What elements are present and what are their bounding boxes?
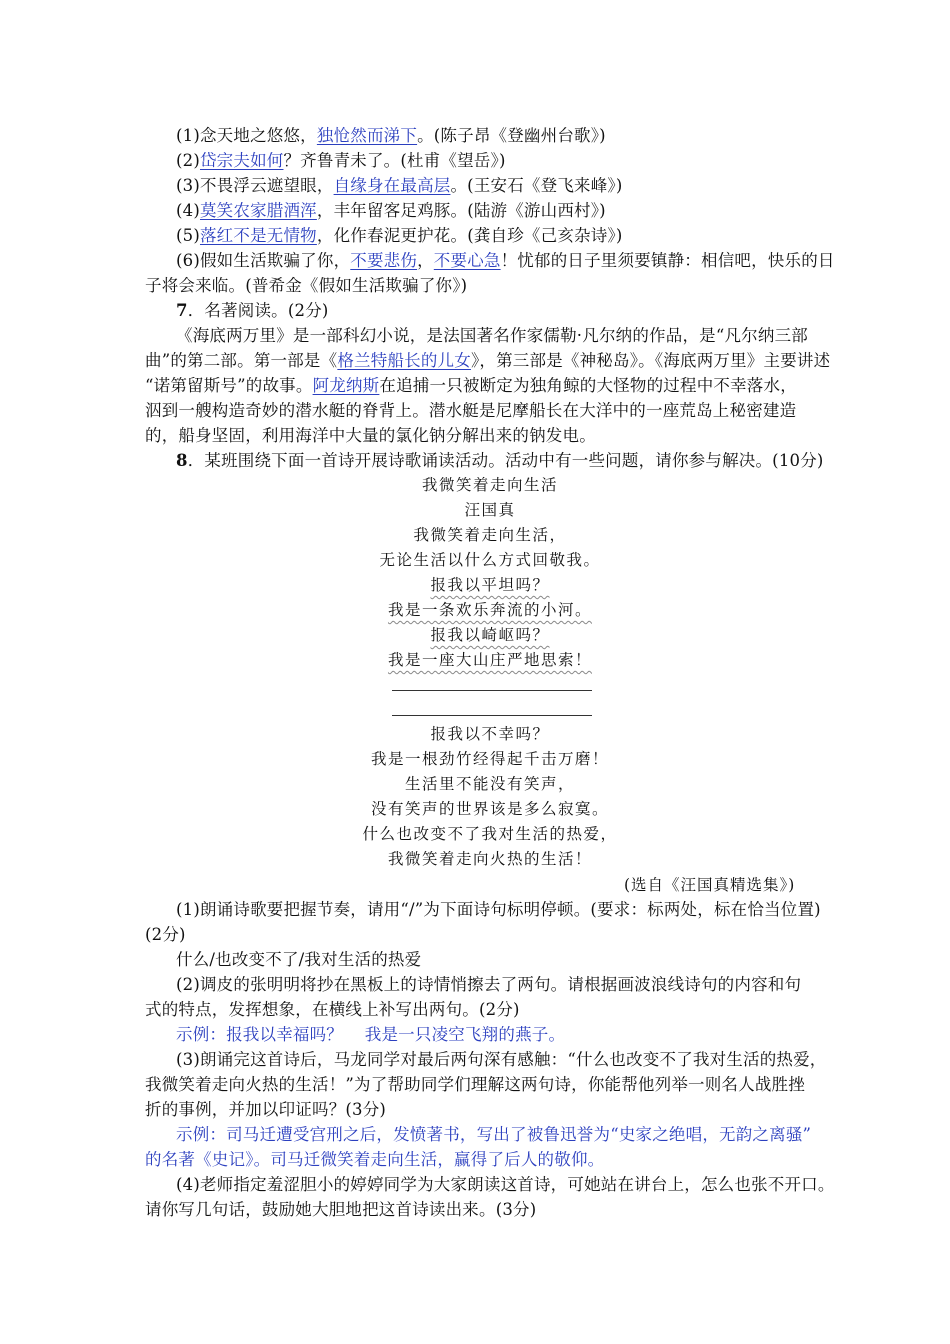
answer-fill: 岱宗夫如何: [199, 151, 284, 170]
q6-item-2: [176, 149, 506, 173]
question-number: 7: [176, 301, 188, 320]
poem-line: 什么也改变不了我对生活的热爱，: [362, 825, 618, 843]
poem-author: 汪国真: [464, 501, 516, 519]
q6-item-5: [176, 224, 623, 248]
subquestion-1-text: (1)朗诵诗歌要把握节奏，请用“/”为下面诗句标明停顿。(要求：标两处，标在恰当位置): [176, 900, 821, 919]
poem-line: 生活里不能没有笑声，: [404, 775, 575, 793]
subquestion-2-text: 式的特点，发挥想象，在横线上补写出两句。(2分): [145, 1000, 520, 1019]
poem-line: 无论生活以什么方式回敬我。: [379, 551, 601, 569]
q7-text-line: 《海底两万里》是一部科幻小说，是法国著名作家儒勒·凡尔纳的作品，是“凡尔纳三部: [176, 326, 808, 345]
wavy-text: 报我以平坦吗？: [430, 576, 550, 594]
answer-fill: 自缘身在最高层: [333, 176, 451, 195]
subquestion-3-text: 折的事例，并加以印证吗？(3分): [145, 1100, 387, 1119]
item-suffix: 。(陈子昂《登幽州台歌》): [417, 126, 606, 145]
q6-item-4: [176, 199, 606, 223]
item-suffix: 。(王安石《登飞来峰》): [450, 176, 623, 195]
item-prefix: (1)念天地之悠悠，: [176, 126, 317, 145]
poem-line-wavy: [0, 624, 950, 646]
poem-title: 我微笑着走向生活: [421, 476, 558, 494]
poem-line: 我微笑着走向生活，: [413, 526, 567, 544]
answer-fill: 阿龙纳斯: [312, 376, 380, 395]
subquestion-3-answer: 的名著《史记》。司马迁微笑着走向生活，赢得了后人的敬仰。: [145, 1150, 605, 1169]
q6-item-6-continued: 子将会来临。(普希金《假如生活欺骗了你》): [145, 276, 468, 295]
wavy-text: 我是一座大山庄严地思索！: [387, 651, 592, 669]
text-prefix: “诺第留斯号”的故事。: [145, 376, 313, 395]
text-suffix: 在追捕一只被断定为独角鲸的大怪物的过程中不幸落水，: [379, 376, 797, 395]
poem-source: (选自《汪国真精选集》): [624, 876, 796, 894]
q7-text-line: 泅到一艘构造奇妙的潜水艇的脊背上。潜水艇是尼摩船长在大洋中的一座荒岛上秘密建造: [145, 401, 797, 420]
poem-line: 我是一根劲竹经得起千击万磨！: [370, 750, 609, 768]
question-title: ．名著阅读。(2分): [187, 301, 329, 320]
item-mid: ，: [417, 251, 434, 270]
q7-text-line: 的，船身坚固，利用海洋中大量的氯化钠分解出来的钠发电。: [145, 426, 596, 445]
answer-fill: 格兰特船长的儿女: [337, 351, 471, 370]
poem-line-wavy: [0, 574, 950, 596]
blank-answer-line[interactable]: [392, 715, 592, 716]
blank-answer-line[interactable]: [392, 690, 592, 691]
subquestion-2-text: (2)调皮的张明明将抄在黑板上的诗情悄擦去了两句。请根据画波浪线诗句的内容和句: [176, 975, 802, 994]
answer-fill: 不要心急: [433, 251, 501, 270]
answer-fill: 独怆然而涕下: [316, 126, 418, 145]
poem-line: 我微笑着走向火热的生活！: [387, 850, 592, 868]
wavy-text: 我是一条欢乐奔流的小河。: [387, 601, 592, 619]
q7-text-line: [145, 349, 830, 373]
item-suffix: ？齐鲁青未了。(杜甫《望岳》): [283, 151, 506, 170]
q6-item-6: [176, 249, 835, 273]
subquestion-1-points: (2分): [145, 925, 186, 944]
subquestion-3-answer: 示例：司马迁遭受宫刑之后，发愤著书，写出了被鲁迅誉为“史家之绝唱，无韵之离骚”: [176, 1125, 812, 1144]
question-number: 8: [176, 451, 188, 470]
item-suffix: ！忧郁的日子里须要镇静：相信吧，快乐的日: [500, 251, 835, 270]
q6-item-1: [176, 124, 606, 148]
subquestion-3-text: 我微笑着走向火热的生活！”为了帮助同学们理解这两句诗，你能帮他列举一则名人战胜挫: [145, 1075, 805, 1094]
wavy-text: 报我以崎岖吗？: [430, 626, 550, 644]
poem-line-wavy: [0, 599, 950, 621]
answer-fill: 莫笑农家腊酒浑: [199, 201, 317, 220]
poem-line: 没有笑声的世界该是多么寂寞。: [370, 800, 609, 818]
answer-fill: 不要悲伤: [350, 251, 418, 270]
q7-text-line: [145, 374, 797, 398]
q7-heading: [176, 299, 329, 323]
subquestion-1-answer: 什么/也改变不了/我对生活的热爱: [176, 950, 422, 969]
item-prefix: (5): [176, 226, 200, 245]
question-title: ．某班围绕下面一首诗开展诗歌诵读活动。活动中有一些问题，请你参与解决。(10分): [187, 451, 824, 470]
subquestion-4-text: 请你写几句话，鼓励她大胆地把这首诗读出来。(3分): [145, 1200, 537, 1219]
q8-heading: [176, 449, 824, 473]
q6-item-3: [176, 174, 623, 198]
item-prefix: (3)不畏浮云遮望眼，: [176, 176, 334, 195]
item-suffix: ，丰年留客足鸡豚。(陆游《游山西村》): [316, 201, 606, 220]
item-prefix: (2): [176, 151, 200, 170]
subquestion-4-text: (4)老师指定羞涩胆小的婷婷同学为大家朗读这首诗，可她站在讲台上，怎么也张不开口。: [176, 1175, 835, 1194]
poem-line-wavy: [0, 649, 950, 671]
subquestion-2-answer: 示例：报我以幸福吗？ 我是一只凌空飞翔的燕子。: [176, 1025, 566, 1044]
item-suffix: ，化作春泥更护花。(龚自珍《己亥杂诗》): [316, 226, 623, 245]
text-suffix: 》，第三部是《神秘岛》。《海底两万里》主要讲述: [470, 351, 831, 370]
answer-fill: 落红不是无情物: [199, 226, 317, 245]
text-prefix: 曲”的第二部。第一部是《: [145, 351, 338, 370]
item-prefix: (4): [176, 201, 200, 220]
subquestion-3-text: (3)朗诵完这首诗后，马龙同学对最后两句深有感触：“什么也改变不了我对生活的热爱，: [176, 1050, 827, 1069]
poem-line: 报我以不幸吗？: [430, 725, 550, 743]
item-prefix: (6)假如生活欺骗了你，: [176, 251, 351, 270]
